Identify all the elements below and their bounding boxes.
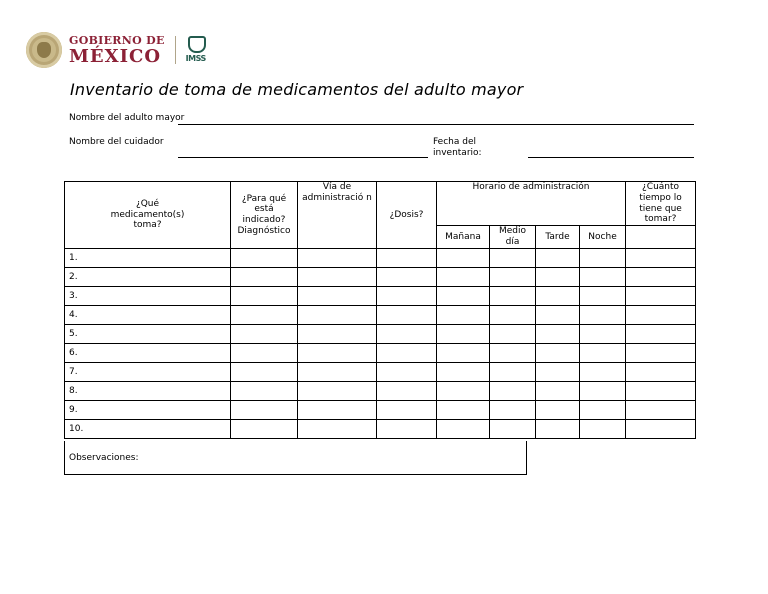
table-row: [65, 363, 696, 382]
table-cell[interactable]: [626, 344, 696, 363]
table-cell[interactable]: [437, 249, 490, 268]
table-cell[interactable]: [298, 249, 377, 268]
table-cell[interactable]: [377, 249, 437, 268]
logo-line-2: MÉXICO: [69, 45, 162, 67]
table-cell[interactable]: [626, 401, 696, 420]
table-cell[interactable]: [490, 287, 536, 306]
table-cell[interactable]: [580, 344, 626, 363]
cuidador-field[interactable]: [178, 157, 428, 158]
table-row: [65, 344, 696, 363]
table-row: [65, 249, 696, 268]
table-cell[interactable]: [377, 420, 437, 439]
table-row: [65, 420, 696, 439]
table-cell[interactable]: [490, 344, 536, 363]
table-cell[interactable]: [626, 325, 696, 344]
table-row: [65, 401, 696, 420]
table-row: [65, 325, 696, 344]
observaciones-box[interactable]: [64, 441, 527, 475]
imss-logo-icon: [186, 36, 208, 64]
table-cell[interactable]: [298, 287, 377, 306]
table-cell[interactable]: [626, 363, 696, 382]
table-cell[interactable]: [231, 401, 298, 420]
row-number: 8.: [65, 382, 231, 401]
header-logos: [26, 31, 208, 69]
row-number: 7.: [65, 363, 231, 382]
table-cell[interactable]: [580, 306, 626, 325]
table-cell[interactable]: [377, 268, 437, 287]
table-cell[interactable]: [298, 363, 377, 382]
table-cell[interactable]: [580, 249, 626, 268]
header-dosis: ¿Dosis?: [377, 182, 437, 249]
row-number: 3.: [65, 287, 231, 306]
header-indicado: ¿Para qué está indicado? Diagnóstico: [231, 182, 298, 249]
table-cell[interactable]: [490, 401, 536, 420]
table-cell[interactable]: [298, 344, 377, 363]
table-cell[interactable]: [580, 287, 626, 306]
document-title: Inventario de toma de medicamentos del adulto mayor: [70, 80, 524, 99]
adulto-label: Nombre del adulto mayor: [69, 113, 185, 123]
table-cell[interactable]: [580, 382, 626, 401]
table-row: [65, 287, 696, 306]
table-cell[interactable]: [298, 325, 377, 344]
table-cell[interactable]: [231, 268, 298, 287]
row-number: 2.: [65, 268, 231, 287]
table-cell[interactable]: [298, 401, 377, 420]
header-manana: Mañana: [437, 226, 490, 249]
header-medicamento: ¿Qué medicamento(s) toma?: [65, 182, 231, 249]
table-cell[interactable]: [490, 306, 536, 325]
table-cell[interactable]: [490, 420, 536, 439]
table-cell[interactable]: [580, 268, 626, 287]
row-number: 5.: [65, 325, 231, 344]
table-cell[interactable]: [377, 306, 437, 325]
table-cell[interactable]: [298, 382, 377, 401]
header-medio-dia: Medio día: [490, 226, 536, 249]
table-cell[interactable]: [536, 306, 580, 325]
table-cell[interactable]: [490, 249, 536, 268]
table-row: [65, 382, 696, 401]
table-cell[interactable]: [377, 287, 437, 306]
table-cell[interactable]: [437, 306, 490, 325]
table-cell[interactable]: [626, 249, 696, 268]
table-cell[interactable]: [490, 363, 536, 382]
table-cell[interactable]: [231, 382, 298, 401]
table-cell[interactable]: [298, 268, 377, 287]
table-cell[interactable]: [536, 249, 580, 268]
fecha-label-1: Fecha del: [433, 137, 477, 147]
table-cell[interactable]: [626, 287, 696, 306]
row-number: 6.: [65, 344, 231, 363]
row-number: 1.: [65, 249, 231, 268]
table-cell[interactable]: [626, 306, 696, 325]
table-cell[interactable]: [536, 344, 580, 363]
table-cell[interactable]: [580, 401, 626, 420]
header-horario: Horario de administración: [437, 182, 626, 226]
table-row: [65, 268, 696, 287]
logo-line-1: GOBIERNO DE: [69, 33, 165, 47]
logo-divider: [175, 36, 176, 64]
mexico-seal-icon: [26, 32, 62, 68]
table-cell[interactable]: [536, 363, 580, 382]
table-cell[interactable]: [437, 344, 490, 363]
table-cell[interactable]: [437, 325, 490, 344]
table-cell[interactable]: [536, 325, 580, 344]
medication-table: [64, 181, 696, 439]
row-number: 10.: [65, 420, 231, 439]
imss-label: IMSS: [185, 54, 206, 63]
table-cell[interactable]: [231, 325, 298, 344]
table-cell[interactable]: [231, 249, 298, 268]
table-row: [65, 306, 696, 325]
header-tiempo: ¿Cuánto tiempo lo tiene que tomar?: [626, 182, 696, 226]
table-cell[interactable]: [490, 382, 536, 401]
adulto-field[interactable]: [178, 124, 694, 125]
table-cell[interactable]: [437, 363, 490, 382]
table-cell[interactable]: [626, 382, 696, 401]
table-cell[interactable]: [231, 420, 298, 439]
table-cell[interactable]: [580, 363, 626, 382]
table-cell[interactable]: [231, 306, 298, 325]
table-cell[interactable]: [536, 268, 580, 287]
table-cell[interactable]: [536, 287, 580, 306]
table-cell[interactable]: [490, 268, 536, 287]
table-cell[interactable]: [437, 268, 490, 287]
table-cell[interactable]: [626, 268, 696, 287]
table-cell[interactable]: [377, 344, 437, 363]
table-cell[interactable]: [437, 401, 490, 420]
header-tarde: Tarde: [536, 226, 580, 249]
table-cell[interactable]: [377, 363, 437, 382]
table-cell[interactable]: [231, 363, 298, 382]
header-via: Vía de administració n: [298, 182, 377, 249]
table-cell[interactable]: [580, 420, 626, 439]
table-cell[interactable]: [298, 420, 377, 439]
table-cell[interactable]: [298, 306, 377, 325]
table-cell[interactable]: [580, 325, 626, 344]
fecha-label-2: inventario:: [433, 148, 482, 158]
table-cell[interactable]: [437, 382, 490, 401]
observaciones-label: Observaciones:: [69, 453, 139, 463]
fecha-field[interactable]: [528, 157, 694, 158]
table-body: [65, 249, 696, 439]
gobierno-logo: [69, 35, 165, 66]
table-cell[interactable]: [377, 382, 437, 401]
table-cell[interactable]: [437, 420, 490, 439]
table-cell[interactable]: [377, 325, 437, 344]
table-cell[interactable]: [437, 287, 490, 306]
header-noche: Noche: [580, 226, 626, 249]
table-cell[interactable]: [536, 420, 580, 439]
table-cell[interactable]: [536, 382, 580, 401]
table-cell[interactable]: [490, 325, 536, 344]
table-cell[interactable]: [231, 287, 298, 306]
table-cell[interactable]: [377, 401, 437, 420]
table-cell[interactable]: [626, 420, 696, 439]
cuidador-label: Nombre del cuidador: [69, 137, 164, 147]
row-number: 4.: [65, 306, 231, 325]
table-cell[interactable]: [231, 344, 298, 363]
header-tiempo-blank: [626, 226, 696, 249]
table-cell[interactable]: [536, 401, 580, 420]
row-number: 9.: [65, 401, 231, 420]
